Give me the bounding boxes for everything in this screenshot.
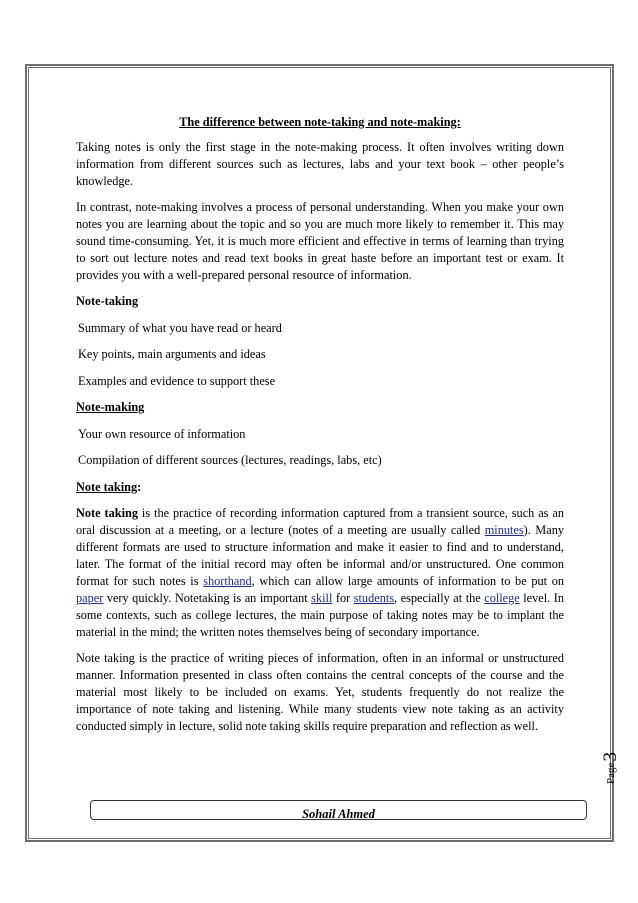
page-number-value: 3 [600,752,621,762]
intro-paragraph-1: Taking notes is only the first stage in the note-making process. It often involves writing down information from different sources such as lectures, labs and your text book – other people’s knowledge. [76,140,564,188]
minutes-link[interactable]: minutes [484,523,524,537]
definition-text: level. In some contexts, such as college lectures, the main purpose of taking notes may be to implant the material in the mind; the written notes themselves being of secondary importance. [76,591,564,639]
page-number [591,753,631,783]
note-taking-item: Summary of what you have read or heard [78,320,282,335]
note-making-item: Your own resource of information [78,426,246,441]
note-making-heading: Note-making [76,400,145,414]
definition-text: very quickly. Notetaking is an important [103,591,312,605]
footer-author: Sohail Ahmed [302,807,375,820]
students-link[interactable]: students [353,591,395,605]
section-heading-colon: : [137,479,142,494]
intro-paragraph-2: In contrast, note-making involves a process of personal understanding. When you make your own notes you are learning about the topic and so you are much more likely to remember it. This may sound time-consuming. Yet, it is much more efficient and effective in terms of learning than trying to sort out lecture notes and read text books in great haste before an important test or exam. It provides you with a well-prepared personal resource of information. [76,200,564,282]
note-making-item: Compilation of different sources (lectures, readings, labs, etc) [78,453,382,467]
document-body [76,114,564,744]
definition-lead: Note taking [76,506,138,520]
note-taking-item: Examples and evidence to support these [78,373,276,388]
definition-text: is the practice of recording information captured from a transient source, such as an oral discussion at a meeting, or a lecture (notes of a meeting are usually called [76,506,564,537]
definition-text: for [332,591,354,605]
footer-author-box [90,800,587,820]
document-title: The difference between note-taking and note-making: [179,115,461,129]
shorthand-link[interactable]: shorthand [203,574,252,588]
definition-text: , which can allow large amounts of information to be put on [251,574,564,588]
definition-text: , especially at the [394,591,485,605]
definition-text: ). Many different formats are used to structure information and make it easier to find and to understand, later. The format of the initial record may often be informal and/or unstructured. One common format for such notes is [76,523,564,588]
final-paragraph: Note taking is the practice of writing pieces of information, often in an informal or unstructured manner. Information presented in class often contains the central concepts of the course and the material most likely to be included on exams. Yet, students frequently do not realize the importance of note taking and listening. While many students view note taking as an activity conducted simply in lecture, solid note taking skills require preparation and reflection as well. [76,651,564,733]
skill-link[interactable]: skill [311,591,333,605]
note-taking-heading: Note-taking [76,294,139,308]
note-taking-item: Key points, main arguments and ideas [78,347,266,361]
college-link[interactable]: college [484,591,520,605]
section-heading-text: Note taking [76,479,138,494]
section-heading [76,479,564,496]
paper-link[interactable]: paper [76,591,104,605]
definition-paragraph [76,505,564,641]
page-label: Page [605,762,617,784]
